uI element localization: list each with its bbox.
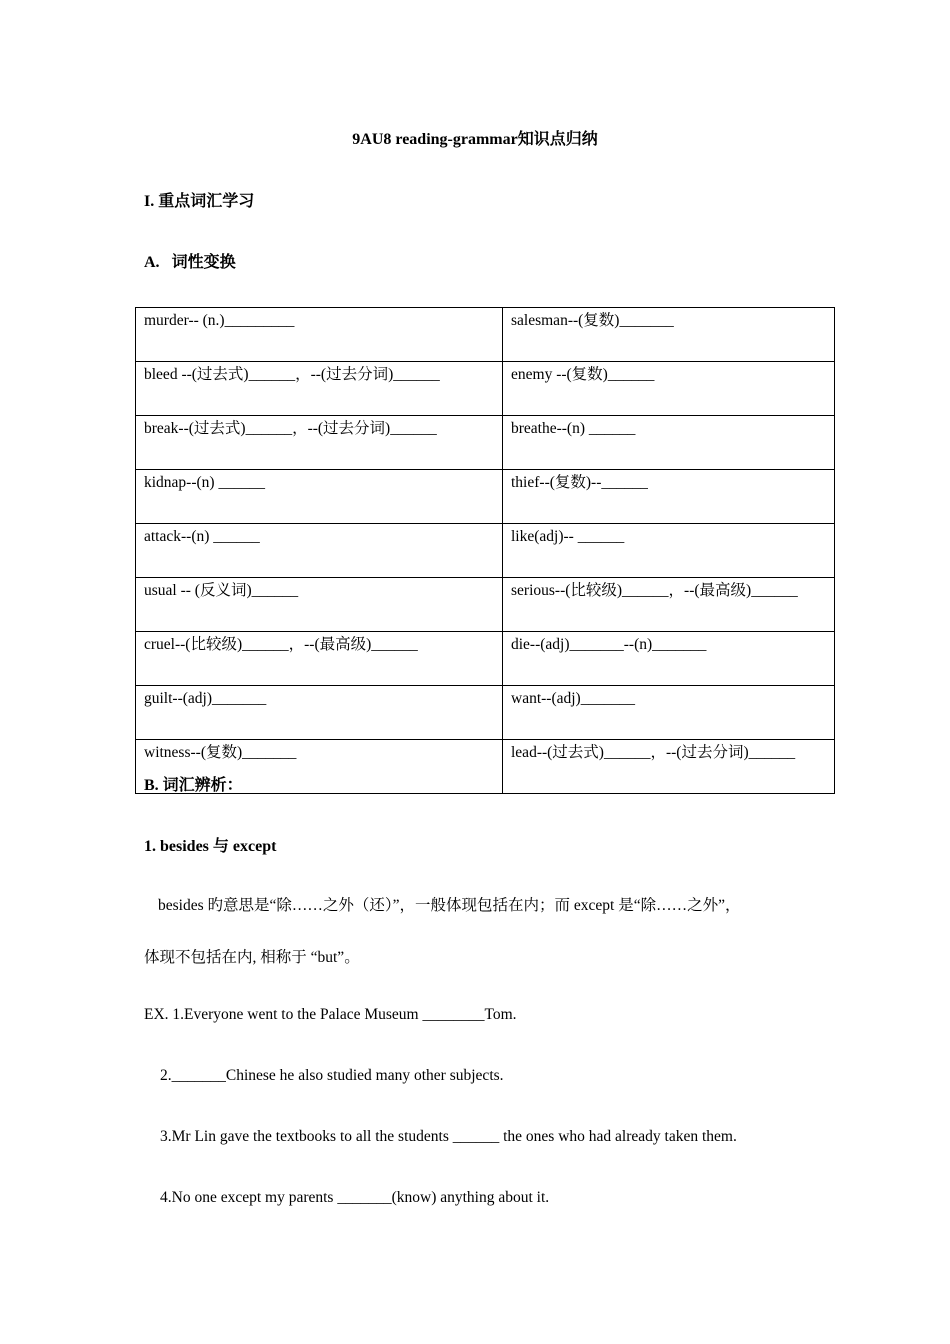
exercise-sentence-4: 4.No one except my parents _______(know) anything about it. (160, 1189, 550, 1206)
item-heading-besides-except: 1. besides 与 except (144, 838, 277, 855)
table-cell: cruel--(比较级)______，--(最高级)______ (136, 632, 503, 686)
table-cell: thief--(复数)--______ (503, 470, 835, 524)
table-row (136, 686, 835, 740)
exercise-sentence-1: EX. 1.Everyone went to the Palace Museum ________Tom. (144, 1006, 517, 1023)
subsection-a-label: A. (144, 254, 160, 271)
table-row (136, 470, 835, 524)
table-cell: want--(adj)_______ (503, 686, 835, 740)
table-cell: die--(adj)_______--(n)_______ (503, 632, 835, 686)
explanation-line-1: besides 旳意思是“除……之外（还）”，一般体现包括在内；而 except 是“除……之外”， (158, 897, 741, 914)
table-cell: enemy --(复数)______ (503, 362, 835, 416)
word-form-table (135, 307, 835, 794)
table-row (136, 578, 835, 632)
table-row (136, 524, 835, 578)
table-cell: attack--(n) ______ (136, 524, 503, 578)
table-cell: breathe--(n) ______ (503, 416, 835, 470)
subsection-heading-word-forms (144, 249, 236, 272)
table-cell: witness--(复数)_______ (136, 740, 503, 794)
exercise-sentence-3: 3.Mr Lin gave the textbooks to all the students ______ the ones who had already taken them. (160, 1128, 737, 1145)
table-cell: murder-- (n.)_________ (136, 308, 503, 362)
table-cell: kidnap--(n) ______ (136, 470, 503, 524)
subsection-heading-vocabulary-distinction: B. 词汇辨析： (144, 777, 243, 794)
table-cell: serious--(比较级)______，--(最高级)______ (503, 578, 835, 632)
table-row (136, 308, 835, 362)
table-cell: like(adj)-- ______ (503, 524, 835, 578)
table-cell: bleed --(过去式)______，--(过去分词)______ (136, 362, 503, 416)
table-cell: guilt--(adj)_______ (136, 686, 503, 740)
table-cell: salesman--(复数)_______ (503, 308, 835, 362)
table-cell: usual -- (反义词)______ (136, 578, 503, 632)
document-title: 9AU8 reading-grammar知识点归纳 (352, 131, 598, 148)
table-row (136, 416, 835, 470)
table-cell: lead--(过去式)______，--(过去分词)______ (503, 740, 835, 794)
subsection-a-text: 词性变换 (171, 254, 236, 271)
explanation-line-2: 体现不包括在内, 相称于 “but”。 (144, 949, 360, 966)
table-cell: break--(过去式)______，--(过去分词)______ (136, 416, 503, 470)
table-row (136, 362, 835, 416)
section-heading-key-vocabulary: I. 重点词汇学习 (144, 193, 255, 210)
exercise-sentence-2: 2._______Chinese he also studied many other subjects. (160, 1067, 504, 1084)
table-row (136, 632, 835, 686)
